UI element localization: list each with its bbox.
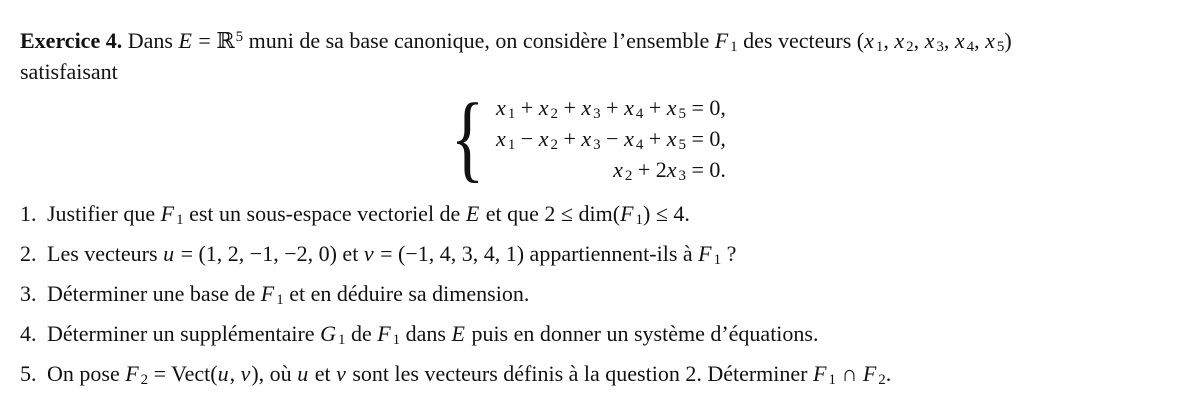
text-segment: F <box>862 361 877 386</box>
text-segment: G <box>320 321 336 346</box>
text-segment: x <box>894 28 905 53</box>
text-segment: x <box>666 156 677 182</box>
question-item <box>20 279 1160 308</box>
text-segment: v <box>363 241 374 266</box>
text-segment: v <box>240 361 251 386</box>
question-text <box>47 199 690 228</box>
text-segment: ∩ <box>835 361 863 386</box>
text-segment: . <box>885 361 892 386</box>
question-text <box>47 239 736 268</box>
text-segment: + 2 <box>632 156 667 182</box>
question-number: 3. <box>20 281 37 306</box>
equation-row <box>496 92 726 123</box>
equation-row <box>496 154 726 185</box>
text-segment: = 0, <box>685 125 726 151</box>
text-segment: + <box>643 94 667 120</box>
text-segment: 4 <box>635 105 644 122</box>
text-segment: x <box>581 94 592 120</box>
text-segment: Justifier que <box>47 201 161 226</box>
text-segment: + <box>515 94 539 120</box>
text-segment: des vecteurs ( <box>737 28 865 53</box>
question-item <box>20 359 1160 388</box>
text-segment: 5 <box>996 39 1005 56</box>
text-segment: , <box>974 28 986 53</box>
text-segment: x <box>624 125 634 151</box>
question-text <box>47 279 529 308</box>
text-segment: + <box>600 94 625 120</box>
text-segment: x <box>924 28 935 53</box>
text-segment: = <box>192 28 217 53</box>
text-segment: x <box>666 94 677 120</box>
text-segment: 1 <box>507 105 516 122</box>
text-segment: muni de sa base canonique, on considère l’ensemble <box>243 28 715 53</box>
text-segment: , <box>943 28 955 53</box>
question-item <box>20 199 1160 228</box>
text-segment: = (−1, 4, 3, 4, 1) appartiennent-ils à <box>374 241 699 266</box>
equation-row <box>496 123 726 154</box>
text-segment: x <box>496 94 506 120</box>
text-segment: x <box>538 94 549 120</box>
text-segment: F <box>125 361 139 386</box>
text-segment: 3 <box>593 105 601 122</box>
question-text <box>47 319 819 348</box>
text-segment: = 0. <box>685 156 726 182</box>
intro-line-2 <box>20 57 1160 87</box>
left-brace: { <box>450 84 485 192</box>
equation-rows <box>496 92 726 185</box>
text-segment: 1 <box>828 372 836 389</box>
text-segment: 1 <box>337 332 346 349</box>
text-segment: et en déduire sa dimension. <box>283 281 530 306</box>
text-segment: F <box>813 361 827 386</box>
text-segment: ), où <box>251 361 298 386</box>
text-segment: + <box>557 94 582 120</box>
text-segment: 4 <box>966 39 975 56</box>
text-segment: 2 <box>550 105 558 122</box>
question-text <box>47 359 891 388</box>
question-number: 4. <box>20 321 37 346</box>
text-segment: Déterminer un supplémentaire <box>47 321 321 346</box>
text-segment: F <box>620 201 634 226</box>
equation-system <box>444 84 1160 192</box>
text-segment: sont les vecteurs définis à la question 2. Déterminer <box>346 361 813 386</box>
text-segment: 3 <box>593 136 601 153</box>
text-segment: F <box>377 321 391 346</box>
text-segment: puis en donner un système d’équations. <box>465 321 819 346</box>
text-segment: u <box>163 241 175 266</box>
text-segment: 2 <box>624 167 633 184</box>
question-item <box>20 239 1160 268</box>
text-segment: 3 <box>936 39 944 56</box>
text-segment: − <box>600 125 625 151</box>
text-segment: F <box>698 241 712 266</box>
text-segment: Exercice 4. <box>20 28 123 53</box>
text-segment: 3 <box>678 167 686 184</box>
text-segment: ℝ <box>216 29 235 54</box>
text-segment: ? <box>721 241 737 266</box>
text-segment: E <box>178 28 192 53</box>
text-segment: x <box>624 94 634 120</box>
text-segment: x <box>538 125 549 151</box>
text-segment: , <box>913 28 925 53</box>
text-segment: 2 <box>906 39 914 56</box>
question-number: 5. <box>20 361 37 386</box>
text-segment: E <box>465 201 480 226</box>
text-segment: F <box>260 281 275 306</box>
questions-list <box>20 199 1160 388</box>
text-segment: 1 <box>730 39 738 56</box>
text-segment: ) ≤ 4. <box>643 201 690 226</box>
text-segment: 1 <box>392 332 401 349</box>
text-segment: 4 <box>635 136 644 153</box>
text-segment: v <box>336 361 346 386</box>
text-segment: = 0, <box>685 94 726 120</box>
text-segment: satisfaisant <box>20 59 118 84</box>
text-segment: x <box>666 125 677 151</box>
text-segment: 1 <box>713 252 722 269</box>
question-number: 1. <box>20 201 37 226</box>
text-segment: u <box>297 361 309 386</box>
text-segment: 1 <box>507 136 516 153</box>
question-number: 2. <box>20 241 37 266</box>
text-segment: 1 <box>276 292 284 309</box>
text-segment: de <box>345 321 378 346</box>
text-segment: dans <box>400 321 452 346</box>
text-segment: x <box>954 28 965 53</box>
text-segment: u <box>217 361 229 386</box>
text-segment: Dans <box>122 28 179 53</box>
text-segment: x <box>864 28 874 53</box>
text-segment: 1 <box>176 212 184 229</box>
text-segment: et que 2 ≤ dim( <box>480 201 621 226</box>
text-segment: 2 <box>140 372 149 389</box>
text-segment: et <box>309 361 337 386</box>
text-segment: x <box>613 156 623 182</box>
question-item <box>20 319 1160 348</box>
text-segment: 2 <box>550 136 558 153</box>
text-segment: Les vecteurs <box>47 241 164 266</box>
text-segment: x <box>581 125 592 151</box>
text-segment: , <box>229 361 241 386</box>
text-segment: = (1, 2, −1, −2, 0) et <box>175 241 364 266</box>
text-segment: 1 <box>875 39 884 56</box>
text-segment: , <box>883 28 895 53</box>
text-segment: x <box>985 28 995 53</box>
text-segment: E <box>451 321 465 346</box>
text-segment: 5 <box>235 28 244 45</box>
text-segment: Déterminer une base de <box>47 281 261 306</box>
text-segment: x <box>496 125 506 151</box>
text-segment: ) <box>1004 28 1012 53</box>
text-segment: + <box>557 125 582 151</box>
text-segment: 5 <box>678 136 686 153</box>
text-segment: 5 <box>678 105 686 122</box>
text-segment: − <box>515 125 539 151</box>
text-segment: 2 <box>878 372 886 389</box>
text-segment: = Vect( <box>148 361 218 386</box>
intro-line-1 <box>20 26 1160 57</box>
text-segment: F <box>714 28 729 53</box>
text-segment: On pose <box>47 361 126 386</box>
text-segment: F <box>160 201 175 226</box>
text-segment: est un sous-espace vectoriel de <box>183 201 466 226</box>
text-segment: + <box>643 125 667 151</box>
text-segment: 1 <box>635 212 643 229</box>
